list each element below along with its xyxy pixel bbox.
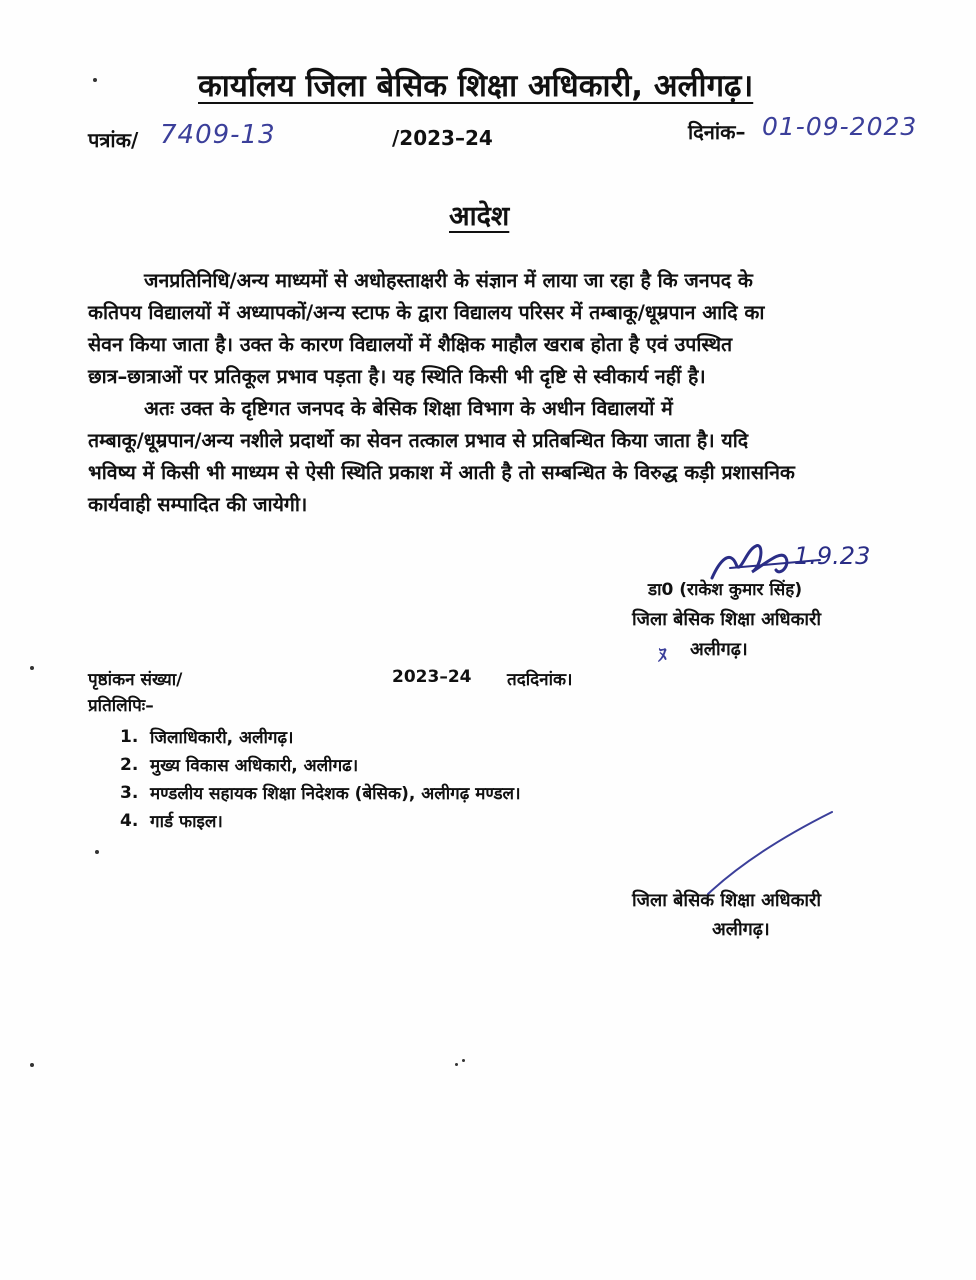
- date-label: दिनांक–: [688, 120, 746, 144]
- date-value: 01-09-2023: [762, 112, 918, 141]
- order-line: जनप्रतिनिधि/अन्य माध्यमों से अधोहस्ताक्षरी के संज्ञान में लाया जा रहा है कि जनपद के: [144, 269, 753, 292]
- officer-place: अलीगढ़।: [690, 639, 748, 660]
- margin-dot: [462, 1059, 465, 1062]
- copy-item-text: जिलाधिकारी, अलीगढ़।: [150, 728, 294, 748]
- reference-number: 7409-13: [160, 120, 276, 150]
- order-line: छात्र–छात्राओं पर प्रतिकूल प्रभाव पड़ता है। यह स्थिति किसी भी दृष्टि से स्वीकार्य नहीं है।: [88, 365, 706, 388]
- margin-dot: [455, 1063, 458, 1066]
- order-line: सेवन किया जाता है। उक्त के कारण विद्यालयों में शैक्षिक माहौल खराब होता है एवं उपस्थित: [88, 333, 733, 356]
- copy-item-text: मुख्य विकास अधिकारी, अलीगढ।: [150, 756, 359, 776]
- copy-item-number: 4.: [120, 811, 139, 831]
- copy-item-number: 3.: [120, 783, 139, 803]
- margin-dot: [30, 1063, 34, 1067]
- reference-year: /2023–24: [392, 126, 493, 150]
- copy-item-text: गार्ड फाइल।: [150, 812, 223, 832]
- margin-dot: [93, 78, 97, 82]
- endorsement-year: 2023–24: [392, 667, 472, 687]
- margin-dot: [30, 666, 34, 670]
- order-line: कार्यवाही सम्पादित की जायेगी।: [88, 493, 308, 516]
- copy-to-label: प्रतिलिपिः–: [88, 696, 154, 716]
- officer-name: डा0 (राकेश कुमार सिंह): [648, 580, 803, 600]
- officer-designation: जिला बेसिक शिक्षा अधिकारी: [632, 609, 822, 630]
- order-line: तम्बाकू/धूम्रपान/अन्य नशीले प्रदार्थो का सेवन तत्काल प्रभाव से प्रतिबन्धित किया जाता है। यदि: [88, 429, 749, 452]
- copy-item-text: मण्डलीय सहायक शिक्षा निदेशक (बेसिक), अलीगढ़ मण्डल।: [150, 784, 521, 804]
- margin-dot: [95, 850, 99, 854]
- footer-place: अलीगढ़।: [712, 919, 770, 940]
- order-line: भविष्य में किसी भी माध्यम से ऐसी स्थिति प्रकाश में आती है तो सम्बन्धित के विरुद्ध कड़ी प्रशासनिक: [88, 461, 795, 484]
- copy-item-number: 2.: [120, 755, 139, 775]
- footer-designation: जिला बेसिक शिक्षा अधिकारी: [632, 890, 822, 911]
- order-line: अतः उक्त के दृष्टिगत जनपद के बेसिक शिक्षा विभाग के अधीन विद्यालयों में: [144, 397, 673, 420]
- footer-signature-stroke: [700, 808, 840, 898]
- copy-item-number: 1.: [120, 727, 139, 747]
- initial-mark-icon: ﾇ: [658, 645, 667, 666]
- order-heading: आदेश: [449, 201, 510, 232]
- endorsement-label: पृष्ठांकन संख्या/: [88, 670, 183, 690]
- order-line: कतिपय विद्यालयों में अध्यापकों/अन्य स्टाफ के द्वारा विद्यालय परिसर में तम्बाकू/धूम्रपान आदि का: [88, 301, 765, 324]
- signature-date: 1.9.23: [794, 542, 871, 570]
- endorsement-date: तददिनांक।: [507, 670, 573, 690]
- office-title: कार्यालय जिला बेसिक शिक्षा अधिकारी, अलीगढ़।: [198, 68, 754, 104]
- reference-label: पत्रांक/: [88, 128, 139, 152]
